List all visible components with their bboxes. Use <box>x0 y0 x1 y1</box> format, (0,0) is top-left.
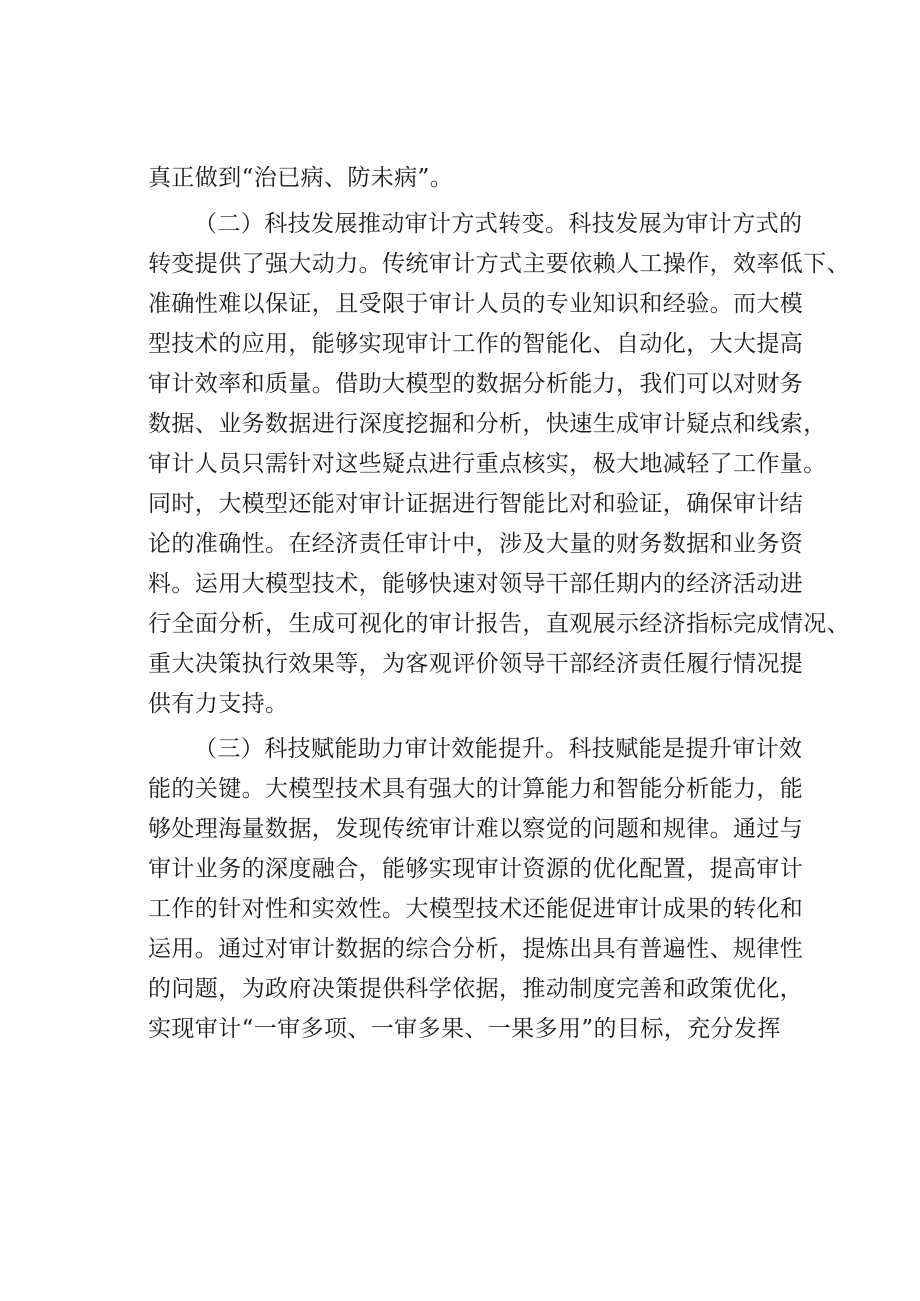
text-line: 审计人员只需针对这些疑点进行重点核实，极大地减轻了工作量。 <box>148 450 827 477</box>
text-line: 准确性难以保证，且受限于审计人员的专业知识和经验。而大模 <box>148 290 804 317</box>
text-line: 的问题，为政府决策提供科学依据，推动制度完善和政策优化， <box>148 976 804 1002</box>
text-line: 能的关键。大模型技术具有强大的计算能力和智能分析能力，能 <box>148 776 804 802</box>
body-text <box>148 158 850 1049</box>
text-line: 型技术的应用，能够实现审计工作的智能化、自动化，大大提高 <box>148 330 804 357</box>
text-line: 转变提供了强大动力。传统审计方式主要依赖人工操作，效率低下、 <box>148 250 850 277</box>
paragraph-continuation <box>148 158 808 198</box>
text-line: 真正做到“治已病、防未病”。 <box>148 165 454 191</box>
paragraph-section-three <box>148 729 808 1049</box>
text-line: 工作的针对性和实效性。大模型技术还能促进审计成果的转化和 <box>148 896 804 922</box>
text-line: 论的准确性。在经济责任审计中，涉及大量的财务数据和业务资 <box>148 530 804 557</box>
text-line: 审计业务的深度融合，能够实现审计资源的优化配置，提高审计 <box>148 856 804 882</box>
text-line: 供有力支持。 <box>148 690 289 717</box>
paragraph-section-two <box>148 204 850 724</box>
text-line: 够处理海量数据，发现传统审计难以察觉的问题和规律。通过与 <box>148 816 804 842</box>
text-line: 同时，大模型还能对审计证据进行智能比对和验证，确保审计结 <box>148 490 804 517</box>
text-line: （二）科技发展推动审计方式转变。科技发展为审计方式的 <box>194 210 803 237</box>
text-line: 重大决策执行效果等，为客观评价领导干部经济责任履行情况提 <box>148 650 804 677</box>
text-line: （三）科技赋能助力审计效能提升。科技赋能是提升审计效 <box>194 736 803 762</box>
text-line: 行全面分析，生成可视化的审计报告，直观展示经济指标完成情况、 <box>148 610 850 637</box>
text-line: 数据、业务数据进行深度挖掘和分析，快速生成审计疑点和线索， <box>148 410 827 437</box>
text-line: 审计效率和质量。借助大模型的数据分析能力，我们可以对财务 <box>148 370 804 397</box>
text-line: 实现审计“一审多项、一审多果、一果多用”的目标，充分发挥 <box>148 1016 781 1042</box>
text-line: 料。运用大模型技术，能够快速对领导干部任期内的经济活动进 <box>148 570 804 597</box>
text-line: 运用。通过对审计数据的综合分析，提炼出具有普遍性、规律性 <box>148 936 804 962</box>
